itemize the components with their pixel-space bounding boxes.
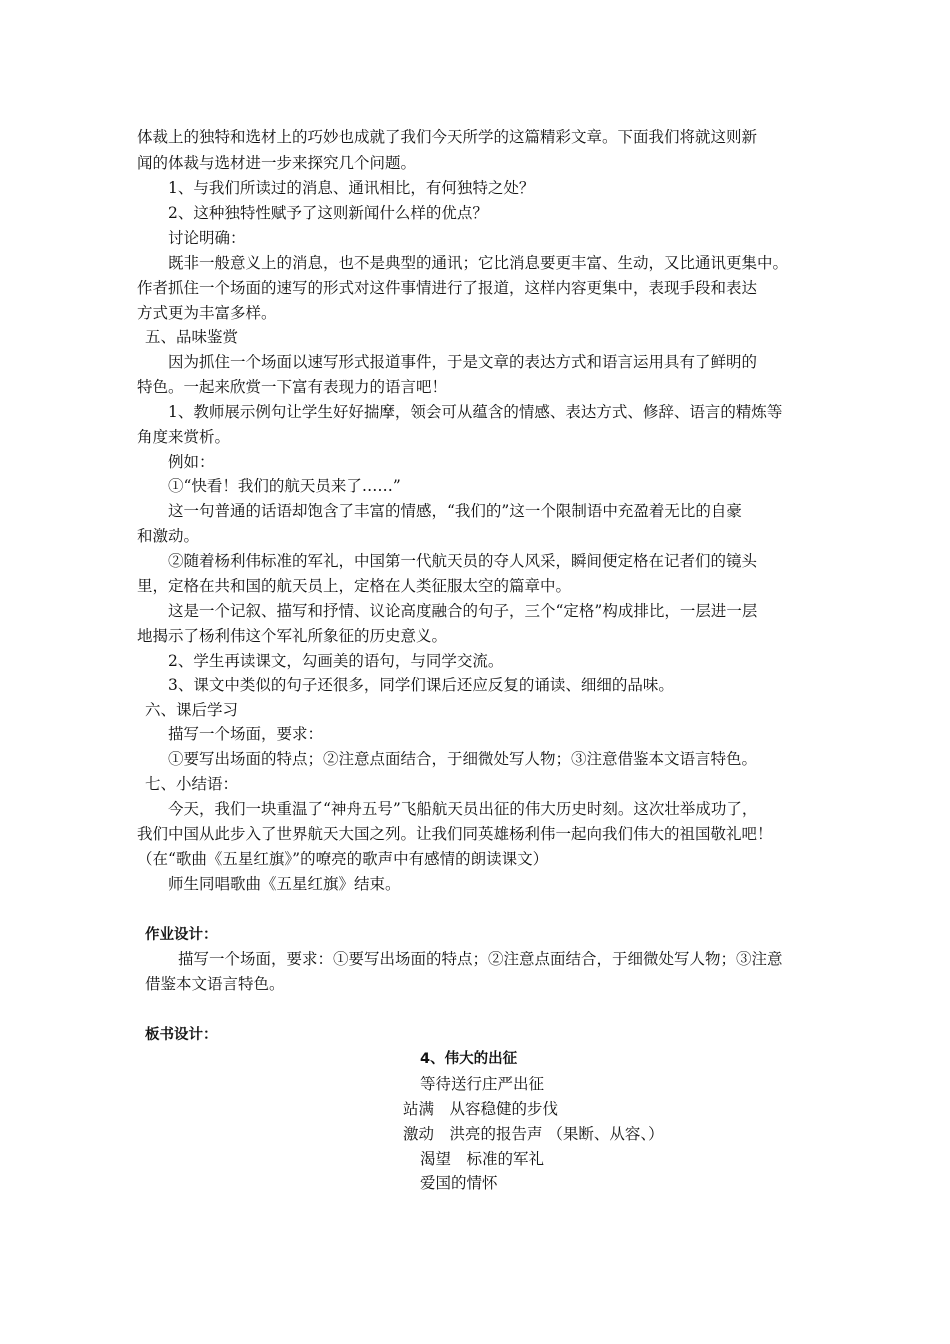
homework-heading: 作业设计： bbox=[145, 927, 218, 943]
paragraph-line: 和激动。 bbox=[137, 527, 200, 545]
paragraph-line: 闻的体裁与选材进一步来探究几个问题。 bbox=[137, 154, 417, 172]
paragraph-line: 因为抓住一个场面以速写形式报道事件，于是文章的表达方式和语言运用具有了鲜明的 bbox=[168, 353, 758, 371]
question-2: 2、这种独特性赋予了这则新闻什么样的优点？ bbox=[168, 204, 488, 222]
example-2: ②随着杨利伟标准的军礼，中国第一代航天员的夺人风采，瞬间便定格在记者们的镜头 bbox=[168, 552, 758, 570]
paragraph-line: 这是一个记叙、描写和抒情、议论高度融合的句子，三个“定格”构成排比，一层进一层 bbox=[168, 602, 758, 620]
paragraph-line: 今天，我们一块重温了“神舟五号”飞船航天员出征的伟大历史时刻。这次壮举成功了， bbox=[168, 800, 758, 818]
paragraph-line: 作者抓住一个场面的速写的形式对这件事情进行了报道，这样内容更集中，表现手段和表达 bbox=[137, 279, 758, 297]
example-1: ①“快看！我们的航天员来了……” bbox=[168, 477, 401, 495]
paragraph-line: 里，定格在共和国的航天员上，定格在人类征服太空的篇章中。 bbox=[137, 577, 572, 595]
section-heading-6: 六、课后学习 bbox=[145, 701, 239, 719]
paragraph-line: 特色。一起来欣赏一下富有表现力的语言吧！ bbox=[137, 378, 448, 396]
paragraph-line: （在“歌曲《五星红旗》”的嘹亮的歌声中有感情的朗读课文） bbox=[137, 850, 549, 868]
paragraph-line: 描写一个场面，要求： bbox=[168, 725, 324, 743]
paragraph-line: 2、学生再读课文，勾画美的语句，与同学交流。 bbox=[168, 652, 504, 670]
paragraph-line: 3、课文中类似的句子还很多，同学们课后还应反复的诵读、细细的品味。 bbox=[168, 676, 674, 694]
board-row: 激动 洪亮的报告声 （果断、从容、） bbox=[403, 1125, 664, 1143]
paragraph-line: 我们中国从此步入了世界航天大国之列。让我们同英雄杨利伟一起向我们伟大的祖国敬礼吧！ bbox=[137, 825, 773, 843]
paragraph-line: 体裁上的独特和选材上的巧妙也成就了我们今天所学的这篇精彩文章。下面我们将就这则新 bbox=[137, 128, 758, 146]
paragraph-line: 地揭示了杨利伟这个军礼所象征的历史意义。 bbox=[137, 627, 448, 645]
board-row: 站满 从容稳健的步伐 bbox=[403, 1100, 559, 1118]
discussion-label: 讨论明确： bbox=[168, 229, 246, 247]
example-label: 例如： bbox=[168, 453, 215, 471]
section-heading-5: 五、品味鉴赏 bbox=[145, 328, 239, 346]
section-heading-7: 七、小结语： bbox=[145, 775, 239, 793]
paragraph-line: 这一句普通的话语却饱含了丰富的情感，“我们的”这一个限制语中充盈着无比的自豪 bbox=[168, 502, 742, 520]
homework-text: 借鉴本文语言特色。 bbox=[145, 975, 285, 993]
board-row: 渴望 标准的军礼 bbox=[420, 1150, 545, 1168]
board-row: 等待送行庄严出征 bbox=[420, 1075, 545, 1093]
homework-text: 描写一个场面，要求：①要写出场面的特点；②注意点面结合，于细微处写人物；③注意 bbox=[178, 950, 783, 968]
paragraph-line: 师生同唱歌曲《五星红旗》结束。 bbox=[168, 875, 401, 893]
board-heading: 板书设计： bbox=[145, 1027, 218, 1043]
paragraph-line: ①要写出场面的特点；②注意点面结合，于细微处写人物；③注意借鉴本文语言特色。 bbox=[168, 750, 758, 768]
board-row: 爱国的情怀 bbox=[420, 1174, 498, 1192]
paragraph-line: 既非一般意义上的消息，也不是典型的通讯；它比消息要更丰富、生动，又比通讯更集中。 bbox=[168, 254, 789, 272]
paragraph-line: 方式更为丰富多样。 bbox=[137, 304, 277, 322]
board-title: 4、伟大的出征 bbox=[420, 1051, 518, 1067]
question-1: 1、与我们所读过的消息、通讯相比，有何独特之处？ bbox=[168, 179, 535, 197]
paragraph-line: 1、教师展示例句让学生好好揣摩，领会可从蕴含的情感、表达方式、修辞、语言的精炼等 bbox=[168, 403, 783, 421]
paragraph-line: 角度来赏析。 bbox=[137, 428, 231, 446]
